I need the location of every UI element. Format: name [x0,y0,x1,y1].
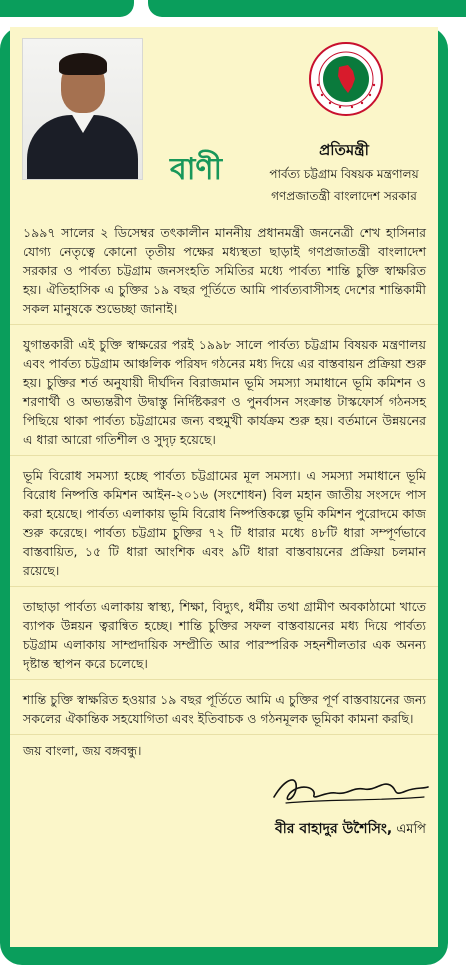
signer-name-text: বীর বাহাদুর উশৈসিং, [274,821,393,837]
government-seal-icon [308,41,384,117]
message-body [10,213,438,947]
top-right-tab [148,0,466,17]
paragraph-5: শান্তি চুক্তি স্বাক্ষরিত হওয়ার ১৯ বছর পূর্তিতে আমি এ চুক্তির পূর্ণ বাস্তবায়নের জন্য সকলের ঐকান্তিক সহযোগিতা এবং ইতিবাচক ও গঠনমূলক ভূমিকা কামনা করছি। [10,680,438,735]
government-name: গণপ্রজাতন্ত্রী বাংলাদেশ সরকার [271,189,417,203]
designation-block [254,139,434,208]
signer-name [275,817,426,841]
closing-slogan: জয় বাংলা, জয় বঙ্গবন্ধু। [23,743,142,758]
top-left-tab [0,0,134,17]
minister-portrait [22,38,143,180]
paragraph-1: ১৯৯৭ সালের ২ ডিসেম্বর তৎকালীন মাননীয় প্রধানমন্ত্রী জননেত্রী শেখ হাসিনার যোগ্য নেতৃত্বে কোনো তৃতীয় পক্ষের মধ্যস্থতা ছাড়াই গণপ্রজাতন্ত্রী বাংলাদেশ সরকার ও পার্বত্য চট্টগ্রাম জনসংহতি সমিতির মধ্যে পার্বত্য শান্তি চুক্তি স্বাক্ষরিত হয়। ঐতিহাসিক এ চুক্তির ১৯ বছর পূর্তিতে আমি পার্বত্যবাসীসহ দেশের শান্তিকামী সকল মানুষকে শুভেচ্ছা জানাই। [10,213,438,325]
ministry-name: পার্বত্য চট্টগ্রাম বিষয়ক মন্ত্রণালয় [269,167,419,181]
designation-title: প্রতিমন্ত্রী [319,141,369,159]
paragraph-3: ভূমি বিরোধ সমস্যা হচ্ছে পার্বত্য চট্টগ্রামের মূল সমস্যা। এ সমস্যা সমাধানে ভূমি বিরোধ নিষ্পত্তি কমিশন আইন-২০১৬ (সংশোধন) বিল মহান জাতীয় সংসদে পাস করা হয়েছে। পার্বত্য এলাকায় ভূমি বিরোধ নিষ্পত্তিকল্পে ভূমি কমিশন পুরোদমে কাজ শুরু করেছে। পার্বত্য চট্টগ্রাম চুক্তির ৭২ টি ধারার মধ্যে ৪৮টি ধারা সম্পূর্ণভাবে বাস্তবায়িত, ১৫ টি ধারা আংশিক এবং ৯টি ধারা বাস্তবায়নের প্রক্রিয়া চলমান রয়েছে। [10,456,438,587]
message-card [10,27,438,947]
message-title: বাণী [170,152,223,187]
paragraph-2: যুগান্তকারী এই চুক্তি স্বাক্ষরের পরই ১৯৯৮ সালে পার্বত্য চট্টগ্রাম বিষয়ক মন্ত্রণালয় এবং পার্বত্য চট্টগ্রাম আঞ্চলিক পরিষদ গঠনের মধ্য দিয়ে এর বাস্তবায়ন প্রক্রিয়া শুরু হয়। চুক্তির শর্ত অনুযায়ী দীর্ঘদিন বিরাজমান ভূমি সমস্যা সমাধানে ভূমি কমিশন ও শরণার্থী ও অভ্যন্তরীণ উদ্বাস্তু নির্দিষ্টকরণ ও পুনর্বাসন সংক্রান্ত টাস্কফোর্স গঠনসহ পিছিয়ে থাকা পার্বত্য চট্টগ্রামের জন্য বহুমুখী কার্যক্রম শুরু হয়। বর্তমানে উন্নয়নের এ ধারা আরো গতিশীল ও সুদৃঢ় হয়েছে। [10,325,438,456]
signature-image [256,767,436,815]
signature-area [10,767,438,855]
signer-suffix: এমপি [392,822,426,837]
paragraph-4: তাছাড়া পার্বত্য এলাকায় স্বাস্থ্য, শিক্ষা, বিদ্যুৎ, ধর্মীয় তথা গ্রামীণ অবকাঠামো খাতে ব্যাপক উন্নয়ন ত্বরান্বিত হচ্ছে। শান্তি চুক্তির সফল বাস্তবায়নের মধ্য দিয়ে পার্বত্য চট্টগ্রাম এলাকায় সাম্প্রদায়িক সম্প্রীতি আর পারস্পরিক সহনশীলতার এক অনন্য দৃষ্টান্ত স্থাপন করে চলেছে। [10,587,438,680]
message-header [10,27,438,213]
